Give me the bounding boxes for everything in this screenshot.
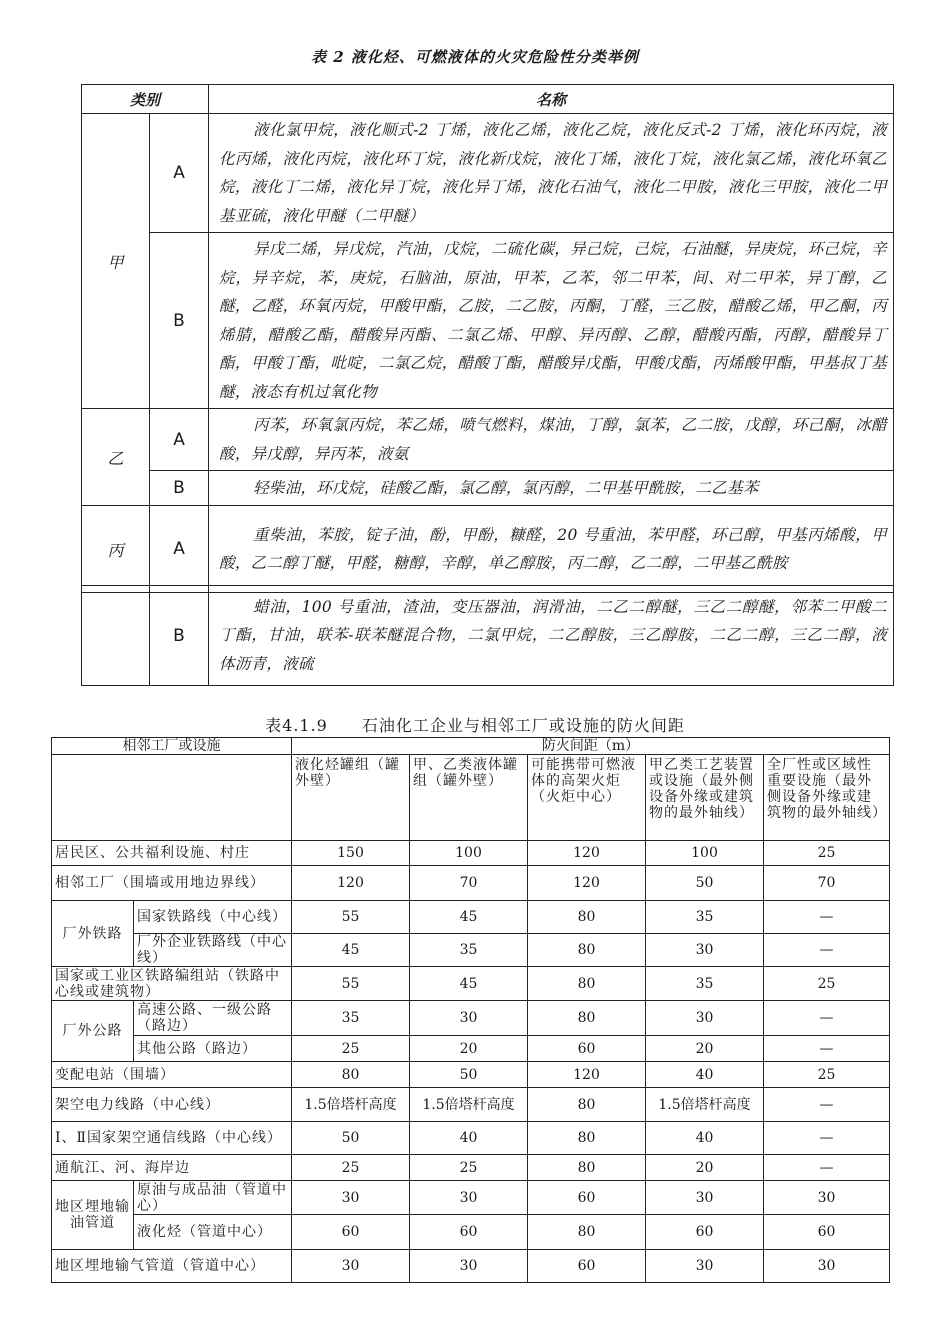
table-row (52, 1036, 890, 1062)
cell-value: — (764, 934, 890, 967)
table-row (52, 1088, 890, 1122)
table2-class-yi: 乙 (82, 409, 150, 506)
cell-value: 30 (646, 1001, 764, 1036)
cell-value: 30 (646, 1250, 764, 1283)
table2-sub: B (150, 586, 209, 686)
cell-value: 120 (292, 866, 410, 901)
table2-sub: B (150, 471, 209, 506)
table2-names: 重柴油，苯胺，锭子油，酚，甲酚，糠醛，20 号重油，苯甲醛，环己醇，甲基丙烯酸，甲酸，乙二醇丁醚，甲醛，糖醇，辛醇，单乙醇胺，丙二醇，乙二醇，二甲基乙酰胺 (219, 525, 887, 572)
table419-header-blank (52, 755, 292, 841)
table-row (52, 866, 890, 901)
cell-value: 120 (528, 841, 646, 866)
cell-value: 30 (764, 1181, 890, 1215)
table2-names-cell (209, 506, 894, 593)
cell-value: 35 (292, 1001, 410, 1036)
table-row (52, 967, 890, 1001)
cell-value: 30 (646, 934, 764, 967)
row-label: 高速公路、一级公路（路边） (134, 1001, 292, 1036)
cell-value: 20 (410, 1036, 528, 1062)
table2-sub: B (150, 233, 209, 409)
cell-value: 45 (292, 934, 410, 967)
table2-names: 丙苯，环氧氯丙烷，苯乙烯，喷气燃料，煤油，丁醇，氯苯，乙二胺，戊醇，环己酮，冰醋酸，异戊醇，异丙苯，液氨 (219, 416, 887, 463)
cell-value: — (764, 901, 890, 934)
cell-value: 120 (528, 1062, 646, 1088)
table419-col-header: 可能携带可燃液体的高架火炬（火炬中心） (528, 755, 646, 841)
cell-value: 80 (528, 1088, 646, 1122)
table2 (81, 84, 894, 593)
cell-value: 60 (646, 1215, 764, 1250)
table419-col-header: 液化烃罐组（罐外壁） (292, 755, 410, 841)
cell-value: — (764, 1088, 890, 1122)
cell-value: 60 (528, 1181, 646, 1215)
table419-col-header: 全厂性或区域性重要设施（最外侧设备外缘或建筑物的最外轴线） (764, 755, 890, 841)
table419-title: 表4.1.9 石油化工企业与相邻工厂或设施的防火间距 (265, 716, 685, 735)
table419-col-header: 甲乙类工艺装置或设施（最外侧设备外缘或建筑物的最外轴线） (646, 755, 764, 841)
cell-value: 40 (410, 1122, 528, 1155)
group-label-pipe: 地区埋地输油管道 (52, 1181, 134, 1250)
cell-value: 70 (410, 866, 528, 901)
cell-value: 80 (528, 934, 646, 967)
row-label: 居民区、公共福利设施、村庄 (52, 841, 292, 866)
cell-value: 80 (528, 967, 646, 1001)
group-label-road: 厂外公路 (52, 1001, 134, 1062)
cell-value: 60 (292, 1215, 410, 1250)
row-label: 通航江、河、海岸边 (52, 1155, 292, 1181)
table-row (52, 1062, 890, 1088)
cell-value: — (764, 1155, 890, 1181)
cell-value: 30 (410, 1001, 528, 1036)
cell-value: 1.5倍塔杆高度 (410, 1088, 528, 1122)
row-label: 其他公路（路边） (134, 1036, 292, 1062)
cell-value: 80 (292, 1062, 410, 1088)
group-label-rail: 厂外铁路 (52, 901, 134, 967)
table-row (52, 934, 890, 967)
cell-value: 25 (764, 1062, 890, 1088)
cell-value: 55 (292, 967, 410, 1001)
table419-col-header: 甲、乙类液体罐组（罐外壁） (410, 755, 528, 841)
cell-value: 50 (646, 866, 764, 901)
row-label: 变配电站（围墙） (52, 1062, 292, 1088)
table-row (52, 1001, 890, 1036)
cell-value: 30 (292, 1250, 410, 1283)
row-label: 国家铁路线（中心线） (134, 901, 292, 934)
cell-value: 35 (410, 934, 528, 967)
cell-value: 100 (410, 841, 528, 866)
table2-sub: A (150, 506, 209, 593)
cell-value: 25 (292, 1155, 410, 1181)
table2-title: 表 2 液化烃、可燃液体的火灾危险性分类举例 (311, 48, 639, 66)
cell-value: 45 (410, 901, 528, 934)
cell-value: 25 (292, 1036, 410, 1062)
cell-value: 100 (646, 841, 764, 866)
cell-value: 30 (646, 1181, 764, 1215)
table2-names-cell (209, 409, 894, 471)
cell-value: 60 (528, 1250, 646, 1283)
cell-value: 55 (292, 901, 410, 934)
cell-value: — (764, 1001, 890, 1036)
cell-value: 25 (410, 1155, 528, 1181)
table2-names: 异戊二烯，异戊烷，汽油，戊烷，二硫化碳，异己烷，己烷，石油醚，异庚烷，环己烷，辛烷，异辛烷，苯，庚烷，石脑油，原油，甲苯，乙苯，邻二甲苯，间、对二甲苯，异丁醇，乙醚，乙醛，环氧丙烷，甲酸甲酯，乙胺，二乙胺，丙酮，丁醛，三乙胺，醋酸乙烯，甲乙酮，丙烯腈，醋酸乙酯，醋酸异丙酯、二氯乙烯、甲醇、异丙醇、乙醇，醋酸丙酯，丙醇，醋酸异丁酯，甲酸丁酯，吡啶，二氯乙烷，醋酸丁酯，醋酸异戊酯，甲酸戊酯，丙烯酸甲酯，甲基叔丁基醚，液态有机过氧化物 (219, 240, 887, 401)
table-row (52, 901, 890, 934)
table2-names-cell (209, 233, 894, 409)
table2-names-cell (209, 114, 894, 233)
table2-continued (81, 585, 894, 686)
cell-value: 80 (528, 1215, 646, 1250)
cell-value: 25 (764, 841, 890, 866)
table2-names: 轻柴油，环戊烷，硅酸乙酯，氯乙醇，氯丙醇，二甲基甲酰胺，二乙基苯 (253, 478, 759, 497)
cell-value: 1.5倍塔杆高度 (646, 1088, 764, 1122)
cell-value: 30 (410, 1250, 528, 1283)
cell-value: 70 (764, 866, 890, 901)
table-row (52, 1250, 890, 1283)
table2-names-cell (209, 471, 894, 506)
table-row (52, 1155, 890, 1181)
cell-value: 35 (646, 967, 764, 1001)
cell-value: 80 (528, 901, 646, 934)
cell-value: 30 (292, 1181, 410, 1215)
table2-header-name: 名称 (209, 85, 894, 114)
table2-sub: A (150, 114, 209, 233)
table2-names: 蜡油，100 号重油，渣油，变压器油，润滑油，二乙二醇醚，三乙二醇醚，邻苯二甲酸二丁酯，甘油，联苯-联苯醚混合物，二氯甲烷，二乙醇胺，三乙醇胺，二乙二醇，三乙二醇，液体沥青，液硫 (219, 597, 887, 673)
cell-value: 20 (646, 1036, 764, 1062)
cell-value: 20 (646, 1155, 764, 1181)
table-row (52, 1181, 890, 1215)
cell-value: 45 (410, 967, 528, 1001)
cell-value: 80 (528, 1001, 646, 1036)
cell-value: 60 (528, 1036, 646, 1062)
row-label: 国家或工业区铁路编组站（铁路中心线或建筑物） (52, 967, 292, 1001)
table-row (52, 841, 890, 866)
cell-value: 50 (292, 1122, 410, 1155)
table419-header-left: 相邻工厂或设施 (52, 738, 292, 755)
cell-value: 60 (764, 1215, 890, 1250)
row-label: 厂外企业铁路线（中心线） (134, 934, 292, 967)
cell-value: 1.5倍塔杆高度 (292, 1088, 410, 1122)
cell-value: 150 (292, 841, 410, 866)
row-label: 原油与成品油（管道中心） (134, 1181, 292, 1215)
row-label: Ⅰ、Ⅱ国家架空通信线路（中心线） (52, 1122, 292, 1155)
cell-value: 40 (646, 1122, 764, 1155)
row-label: 地区埋地输气管道（管道中心） (52, 1250, 292, 1283)
row-label: 架空电力线路（中心线） (52, 1088, 292, 1122)
cell-value: 60 (410, 1215, 528, 1250)
cell-value: 80 (528, 1122, 646, 1155)
table419 (51, 737, 890, 1283)
table2-class-jia: 甲 (82, 114, 150, 409)
cell-value: 80 (528, 1155, 646, 1181)
table-row (52, 1122, 890, 1155)
cell-value: 35 (646, 901, 764, 934)
cell-value: — (764, 1036, 890, 1062)
cell-value: 50 (410, 1062, 528, 1088)
table2-names: 液化氯甲烷，液化顺式-2 丁烯，液化乙烯，液化乙烷，液化反式-2 丁烯，液化环丙烷，液化丙烯，液化丙烷，液化环丁烷，液化新戊烷，液化丁烯，液化丁烷，液化氯乙烯，液化环氧乙烷，液化丁二烯，液化异丁烷，液化异丁烯，液化石油气，液化二甲胺，液化三甲胺，液化二甲基亚硫，液化甲醚（二甲醚） (219, 121, 887, 225)
cell-value: 25 (764, 967, 890, 1001)
table2-names-cell (209, 586, 894, 686)
table-row (52, 1215, 890, 1250)
table2-class-bing: 丙 (82, 506, 150, 593)
cell-value: 30 (410, 1181, 528, 1215)
cell-value: 40 (646, 1062, 764, 1088)
cell-value: 120 (528, 866, 646, 901)
table2-sub: A (150, 409, 209, 471)
row-label: 液化烃（管道中心） (134, 1215, 292, 1250)
cell-value: 30 (764, 1250, 890, 1283)
table2-class-empty (82, 586, 150, 686)
row-label: 相邻工厂（围墙或用地边界线） (52, 866, 292, 901)
table2-header-class: 类别 (82, 85, 209, 114)
table419-header-right: 防火间距（m） (292, 738, 890, 755)
cell-value: — (764, 1122, 890, 1155)
